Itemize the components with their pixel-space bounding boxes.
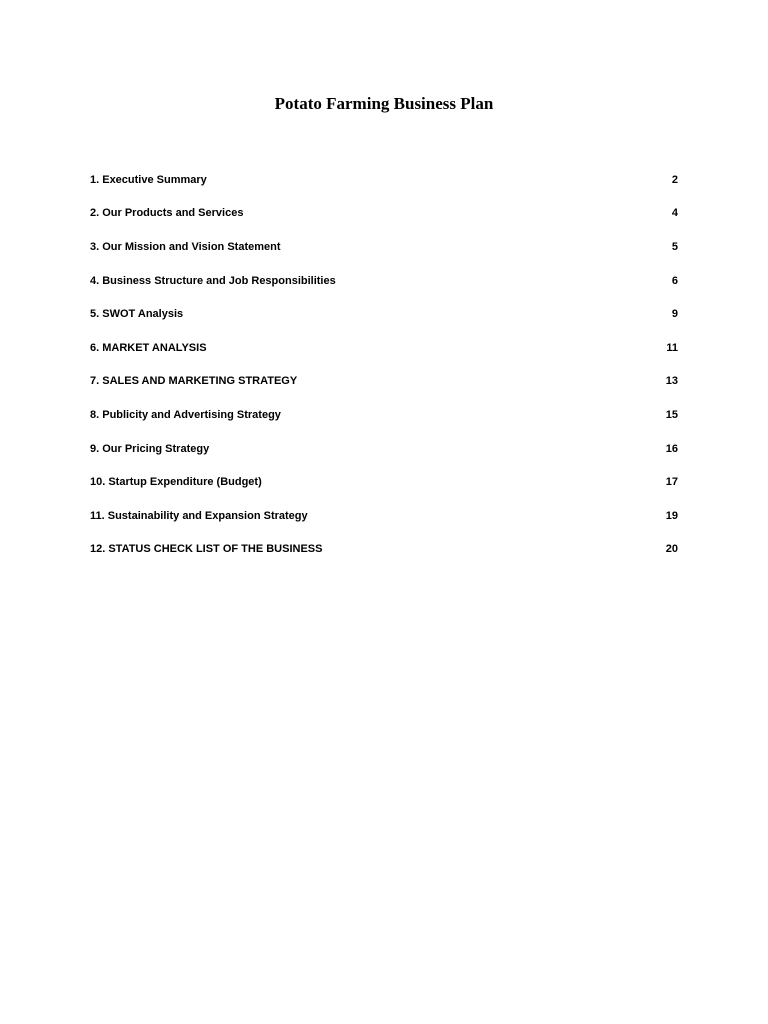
- toc-entry-page-number: 15: [665, 408, 678, 421]
- toc-entry-title: 9. Our Pricing Strategy: [90, 442, 210, 455]
- toc-entry-page-number: 4: [671, 207, 678, 220]
- toc-entry-page-number: 9: [671, 308, 678, 321]
- toc-entry: [90, 331, 678, 365]
- toc-entry-title: 11. Sustainability and Expansion Strategy: [90, 509, 308, 522]
- toc-entry-page-number: 19: [665, 509, 678, 522]
- toc-entry-page-number: 17: [665, 476, 678, 489]
- toc-entry-title: 7. SALES AND MARKETING STRATEGY: [90, 375, 298, 388]
- toc-entry: [90, 365, 678, 399]
- toc-entry: [90, 163, 678, 197]
- toc-entry-title: 3. Our Mission and Vision Statement: [90, 240, 281, 253]
- toc-entry: [90, 432, 678, 466]
- toc-entry-page-number: 16: [665, 442, 678, 455]
- toc-entry: [90, 230, 678, 264]
- toc-entry-page-number: 2: [671, 173, 678, 186]
- toc-entry-title: 1. Executive Summary: [90, 173, 207, 186]
- toc-entry-page-number: 5: [671, 240, 678, 253]
- toc-entry-page-number: 13: [665, 375, 678, 388]
- toc-entry-title: 5. SWOT Analysis: [90, 308, 184, 321]
- toc-entry-title: 10. Startup Expenditure (Budget): [90, 476, 262, 489]
- toc-entry-page-number: 11: [666, 341, 678, 354]
- toc-entry: [90, 465, 678, 499]
- toc-entry-page-number: 6: [671, 274, 678, 287]
- toc-entry-title: 12. STATUS CHECK LIST OF THE BUSINESS: [90, 543, 323, 556]
- toc-entry-title: 6. MARKET ANALYSIS: [90, 341, 207, 354]
- toc-entry: [90, 533, 678, 567]
- toc-entry: [90, 398, 678, 432]
- table-of-contents: [90, 163, 678, 566]
- toc-entry-title: 4. Business Structure and Job Responsibilities: [90, 274, 336, 287]
- toc-entry: [90, 499, 678, 533]
- toc-entry-page-number: 20: [665, 543, 678, 556]
- document-title: Potato Farming Business Plan: [274, 94, 494, 113]
- toc-entry: [90, 197, 678, 231]
- toc-entry-title: 2. Our Products and Services: [90, 207, 244, 220]
- toc-entry-title: 8. Publicity and Advertising Strategy: [90, 408, 281, 421]
- toc-entry: [90, 297, 678, 331]
- toc-entry: [90, 264, 678, 298]
